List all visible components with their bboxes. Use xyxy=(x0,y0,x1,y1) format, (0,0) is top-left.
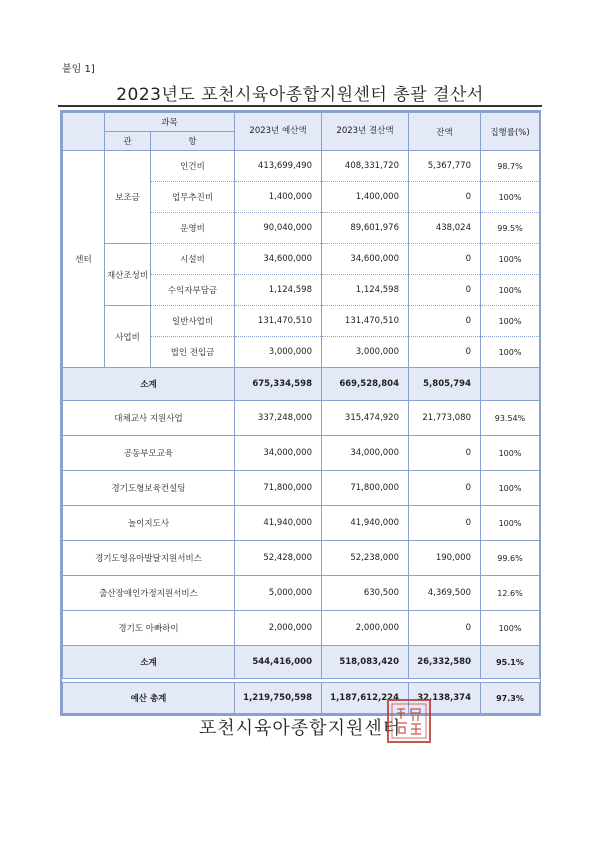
official-seal-icon xyxy=(385,697,433,745)
table-row xyxy=(63,611,540,646)
budget-cell: 34,000,000 xyxy=(235,436,322,471)
settlement-cell: 71,800,000 xyxy=(322,471,409,506)
budget-cell: 2,000,000 xyxy=(235,611,322,646)
subtotal-row xyxy=(63,646,540,679)
rate-cell: 99.5% xyxy=(481,213,540,244)
budget-cell: 413,699,490 xyxy=(235,151,322,182)
budget-cell: 337,248,000 xyxy=(235,401,322,436)
rate-cell: 100% xyxy=(481,337,540,368)
settlement-table xyxy=(62,112,540,714)
subtotal-row xyxy=(63,368,540,401)
header-gwan: 관 xyxy=(105,132,151,151)
table-row xyxy=(63,151,540,182)
hang-cell: 운영비 xyxy=(151,213,235,244)
budget-cell: 41,940,000 xyxy=(235,506,322,541)
hang-cell: 시설비 xyxy=(151,244,235,275)
grand_total-row xyxy=(63,683,540,714)
settlement-cell: 1,124,598 xyxy=(322,275,409,306)
program-name: 경기도 아빠하이 xyxy=(63,611,235,646)
program-name: 출산장애인가정지원서비스 xyxy=(63,576,235,611)
settlement-cell: 89,601,976 xyxy=(322,213,409,244)
program-name: 대체교사 지원사업 xyxy=(63,401,235,436)
program-name: 경기도영유아발달지원서비스 xyxy=(63,541,235,576)
budget-cell: 1,219,750,598 xyxy=(235,683,322,714)
settlement-cell: 52,238,000 xyxy=(322,541,409,576)
settlement-cell: 408,331,720 xyxy=(322,151,409,182)
balance-cell: 26,332,580 xyxy=(409,646,481,679)
table-row xyxy=(63,436,540,471)
table-row xyxy=(63,576,540,611)
header-rate: 집행률(%) xyxy=(481,113,540,151)
gwan-cell: 보조금 xyxy=(105,151,151,244)
page-title: 2023년도 포천시육아종합지원센터 총괄 결산서 xyxy=(116,85,484,105)
budget-cell: 71,800,000 xyxy=(235,471,322,506)
settlement-cell: 131,470,510 xyxy=(322,306,409,337)
header-settlement: 2023년 결산액 xyxy=(322,113,409,151)
hang-cell: 일반사업비 xyxy=(151,306,235,337)
budget-cell: 675,334,598 xyxy=(235,368,322,401)
budget-cell: 1,124,598 xyxy=(235,275,322,306)
balance-cell: 21,773,080 xyxy=(409,401,481,436)
rate-cell: 100% xyxy=(481,436,540,471)
settlement-table-wrapper xyxy=(60,110,541,716)
settlement-cell: 41,940,000 xyxy=(322,506,409,541)
balance-cell: 0 xyxy=(409,436,481,471)
budget-cell: 131,470,510 xyxy=(235,306,322,337)
balance-cell: 0 xyxy=(409,306,481,337)
table-row xyxy=(63,541,540,576)
settlement-cell: 34,000,000 xyxy=(322,436,409,471)
rate-cell: 100% xyxy=(481,506,540,541)
settlement-cell: 315,474,920 xyxy=(322,401,409,436)
rate-cell xyxy=(481,368,540,401)
balance-cell: 32,138,374 xyxy=(409,683,481,714)
program-name: 놀이지도사 xyxy=(63,506,235,541)
budget-cell: 5,000,000 xyxy=(235,576,322,611)
balance-cell: 5,367,770 xyxy=(409,151,481,182)
subtotal-label: 예산 총계 xyxy=(63,683,235,714)
budget-cell: 34,600,000 xyxy=(235,244,322,275)
settlement-cell: 630,500 xyxy=(322,576,409,611)
subtotal-label: 소계 xyxy=(63,368,235,401)
subtotal-label: 소계 xyxy=(63,646,235,679)
rate-cell: 97.3% xyxy=(481,683,540,714)
rate-cell: 98.7% xyxy=(481,151,540,182)
header-balance: 잔액 xyxy=(409,113,481,151)
hang-cell: 업무추진비 xyxy=(151,182,235,213)
rate-cell: 93.54% xyxy=(481,401,540,436)
table-row xyxy=(63,471,540,506)
settlement-cell: 669,528,804 xyxy=(322,368,409,401)
hang-cell: 수익자부담금 xyxy=(151,275,235,306)
title-underline xyxy=(58,105,542,107)
budget-cell: 3,000,000 xyxy=(235,337,322,368)
settlement-cell: 2,000,000 xyxy=(322,611,409,646)
rate-cell: 100% xyxy=(481,182,540,213)
budget-cell: 1,400,000 xyxy=(235,182,322,213)
table-row xyxy=(63,401,540,436)
rate-cell: 100% xyxy=(481,244,540,275)
rate-cell: 100% xyxy=(481,471,540,506)
header-budget: 2023년 예산액 xyxy=(235,113,322,151)
balance-cell: 190,000 xyxy=(409,541,481,576)
balance-cell: 0 xyxy=(409,275,481,306)
rate-cell: 100% xyxy=(481,611,540,646)
attachment-label: 붙임 1] xyxy=(62,64,95,75)
settlement-cell: 3,000,000 xyxy=(322,337,409,368)
balance-cell: 438,024 xyxy=(409,213,481,244)
settlement-cell: 518,083,420 xyxy=(322,646,409,679)
program-name: 경기도형보육컨설팅 xyxy=(63,471,235,506)
rate-cell: 12.6% xyxy=(481,576,540,611)
balance-cell: 0 xyxy=(409,244,481,275)
balance-cell: 0 xyxy=(409,337,481,368)
balance-cell: 4,369,500 xyxy=(409,576,481,611)
balance-cell: 0 xyxy=(409,471,481,506)
settlement-cell: 34,600,000 xyxy=(322,244,409,275)
rate-cell: 95.1% xyxy=(481,646,540,679)
hang-cell: 법인 전입금 xyxy=(151,337,235,368)
center-label: 센터 xyxy=(63,151,105,368)
organization-name: 포천시육아종합지원센터 xyxy=(198,718,402,739)
balance-cell: 0 xyxy=(409,611,481,646)
rate-cell: 100% xyxy=(481,275,540,306)
header-blank xyxy=(63,113,105,151)
header-gwamok: 과목 xyxy=(105,113,235,132)
table-row xyxy=(63,306,540,337)
gwan-cell: 재산조성비 xyxy=(105,244,151,306)
balance-cell: 5,805,794 xyxy=(409,368,481,401)
table-row xyxy=(63,506,540,541)
header-hang: 항 xyxy=(151,132,235,151)
rate-cell: 99.6% xyxy=(481,541,540,576)
balance-cell: 0 xyxy=(409,182,481,213)
budget-cell: 90,040,000 xyxy=(235,213,322,244)
budget-cell: 544,416,000 xyxy=(235,646,322,679)
settlement-cell: 1,187,612,224 xyxy=(322,683,409,714)
program-name: 공동부모교육 xyxy=(63,436,235,471)
table-row xyxy=(63,244,540,275)
rate-cell: 100% xyxy=(481,306,540,337)
budget-cell: 52,428,000 xyxy=(235,541,322,576)
balance-cell: 0 xyxy=(409,506,481,541)
gwan-cell: 사업비 xyxy=(105,306,151,368)
hang-cell: 인건비 xyxy=(151,151,235,182)
settlement-cell: 1,400,000 xyxy=(322,182,409,213)
